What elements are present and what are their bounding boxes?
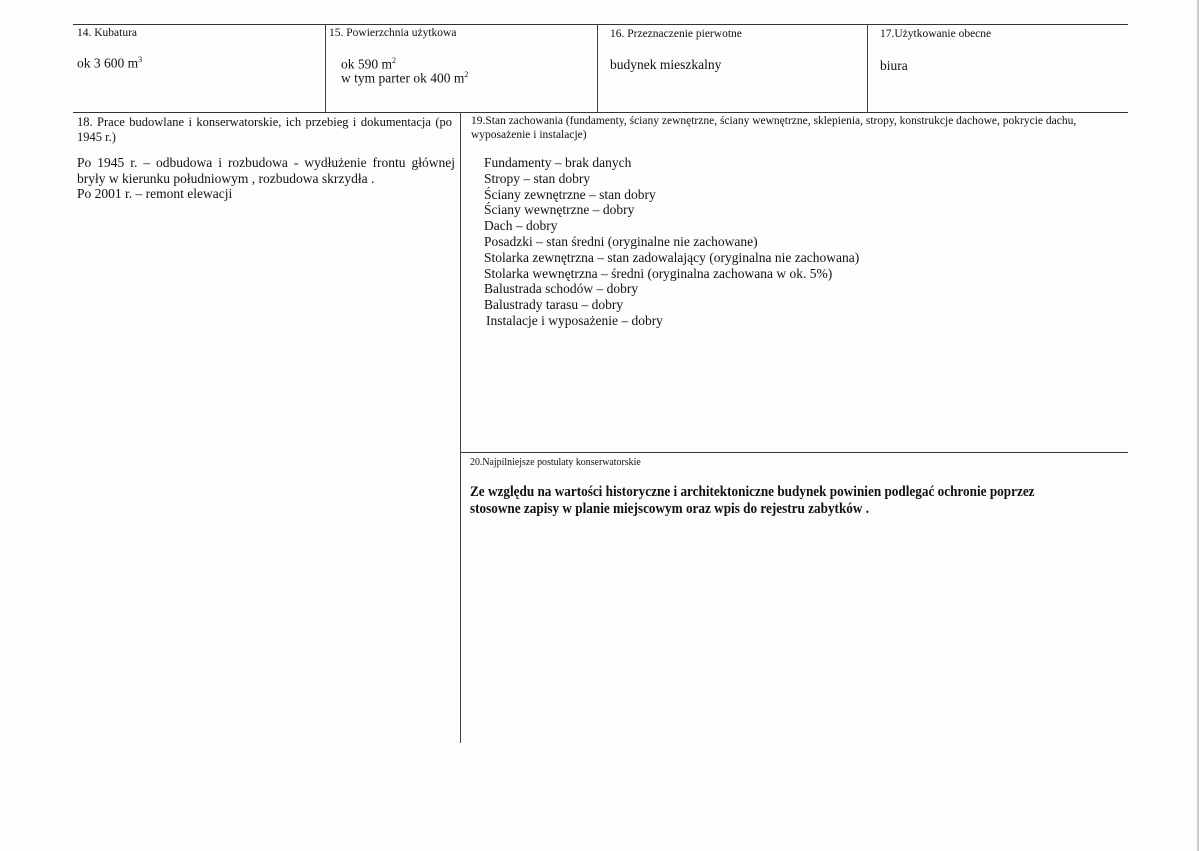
- section-18-line: Po 2001 r. – remont elewacji: [77, 186, 233, 201]
- section-20-label: 20.Najpilniejsze postulaty konserwatorskie: [470, 456, 641, 468]
- section-15-label: 15. Powierzchnia użytkowa: [329, 27, 457, 39]
- section-18-line: Po 1945 r. – odbudowa i rozbudowa - wydłużenie frontu głównej bryły w kierunku południowym , rozbudowa skrzydła .: [77, 155, 455, 186]
- section-14-label: 14. Kubatura: [77, 27, 138, 39]
- section-19-label: 19.Stan zachowania (fundamenty, ściany zewnętrzne, ściany wewnętrzne, sklepienia, stropy, konstrukcje dachowe, pokrycie dachu, wyposażenie i instalacje): [471, 115, 1077, 141]
- section-15-value: ok 590 $m^2$: [341, 56, 397, 72]
- row1-bottom-border: [73, 112, 1128, 113]
- col-divider: [325, 24, 326, 112]
- section-16-value: budynek mieszkalny: [610, 57, 722, 72]
- condition-item: Stolarka zewnętrzna – stan zadowalający (oryginalna nie zachowana): [484, 249, 860, 265]
- condition-item: Posadzki – stan średni (oryginalne nie zachowane): [484, 233, 758, 249]
- section-17-label: 17.Użytkowanie obecne: [880, 28, 992, 40]
- condition-item: Fundamenty – brak danych: [484, 155, 632, 170]
- section-15-ground-floor: w tym parter ok 400 $m^2$: [341, 70, 469, 86]
- section19-bottom-border: [461, 452, 1128, 453]
- condition-item: Ściany wewnętrzne – dobry: [484, 202, 635, 218]
- section-19-items: [484, 155, 859, 329]
- section-16-label: 16. Przeznaczenie pierwotne: [610, 28, 742, 40]
- section-14-value: ok 3 600 $m^3$: [77, 55, 143, 71]
- col-divider: [597, 24, 598, 112]
- col-divider: [867, 24, 868, 112]
- condition-item: Instalacje i wyposażenie – dobry: [486, 312, 663, 328]
- section-18-label: 18. Prace budowlane i konserwatorskie, ich przebieg i dokumentacja (po 1945 r.): [77, 115, 452, 144]
- condition-item: Balustrada schodów – dobry: [484, 281, 639, 297]
- section-20-text: Ze względu na wartości historyczne i architektoniczne budynek powinien podlegać ochronie poprzez stosowne zapisy w planie miejscowym oraz wpis do rejestru zabytków .: [470, 484, 1035, 517]
- table-top-border: [73, 24, 1128, 25]
- condition-item: Dach – dobry: [484, 218, 558, 234]
- col-divider: [460, 112, 461, 743]
- condition-item: Ściany zewnętrzne – stan dobry: [484, 186, 656, 202]
- section-17-value: biura: [880, 58, 908, 73]
- condition-item: Stropy – stan dobry: [484, 170, 591, 186]
- condition-item: Stolarka wewnętrzna – średni (oryginalna zachowana w ok. 5%): [484, 265, 833, 281]
- condition-item: Balustrady tarasu – dobry: [484, 297, 624, 313]
